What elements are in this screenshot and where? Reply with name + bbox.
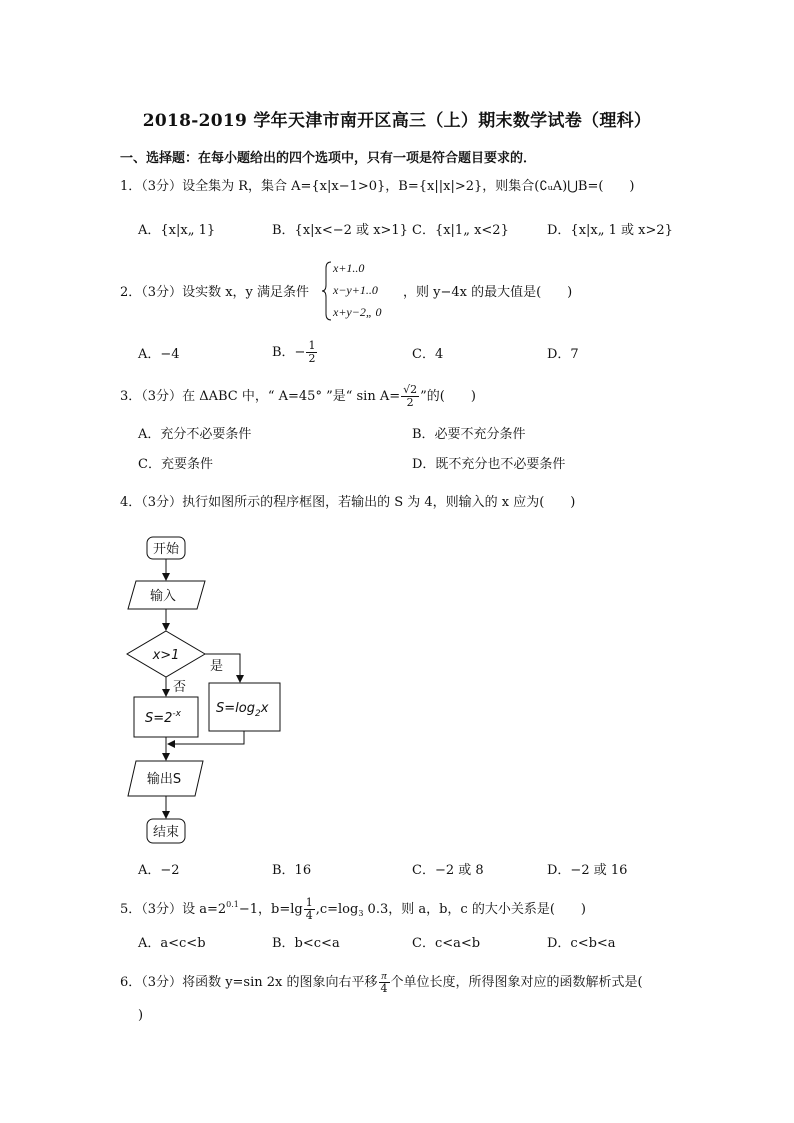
question-number: 2． — [120, 285, 142, 300]
page-title: 2018-2019 学年天津市南开区高三（上）期末数学试卷（理科） — [142, 111, 652, 131]
q2-option-a: A．−4 — [138, 347, 180, 362]
question-score: （3分） — [141, 975, 183, 990]
section-heading: 一、选择题：在每小题给出的四个选项中，只有一项是符合题目要求的． — [120, 151, 537, 166]
fraction: $\frac{\pi}{4}$ — [380, 970, 388, 995]
question-text: 执行如图所示的程序框图，若输出的 S 为 4，则输入的 x 应为( ) — [182, 495, 576, 510]
q4-option-a: A．−2 — [138, 863, 180, 878]
q4-option-c: C．−2 或 8 — [412, 863, 484, 878]
q5-option-a: A．a<c<b — [138, 936, 206, 951]
flowchart-output-label: 输出S — [146, 772, 182, 787]
question-number: 4． — [120, 495, 142, 510]
question-3: 3．（3分）在 ΔABC 中，“ A=45° ”是“ sin A= $\frac{√2}{2}$ ”的( ) — [120, 383, 476, 409]
q3-option-a: A．充分不必要条件 — [138, 427, 252, 442]
q3-option-b: B．必要不充分条件 — [412, 427, 526, 442]
constraint-1: x+1..0 — [333, 261, 365, 275]
question-number: 1． — [120, 179, 142, 194]
q2-option-d: D．7 — [547, 347, 579, 362]
flowchart-condition-label: x>1 — [152, 648, 180, 663]
question-score: （3分） — [141, 902, 183, 917]
question-number: 3． — [120, 389, 142, 404]
question-score: （3分） — [141, 285, 183, 300]
q5-option-c: C．c<a<b — [412, 936, 481, 951]
q5-option-b: B．b<c<a — [272, 936, 340, 951]
q5-option-d: D．c<b<a — [547, 936, 616, 951]
question-6-continuation: ) — [138, 1008, 144, 1023]
fraction: $\frac{1}{2}$ — [308, 339, 316, 365]
q2-option-b: B．− $\frac{1}{2}$ — [272, 339, 316, 365]
question-number: 5． — [120, 902, 142, 917]
flowchart-start-label: 开始 — [152, 542, 180, 557]
question-score: （3分） — [141, 389, 183, 404]
q2-option-c: C．4 — [412, 347, 444, 362]
flowchart-yes-box-label: $S=\log_2x$ — [216, 701, 269, 719]
flowchart-no-label: 否 — [173, 680, 187, 695]
constraint-3: x+y−2„ 0 — [333, 305, 382, 319]
question-score: （3分） — [141, 495, 183, 510]
flowchart-input-label: 输入 — [149, 589, 177, 604]
q3-option-d: D．既不充分也不必要条件 — [412, 457, 566, 472]
flowchart-no-box-label: $S=2^{-x}$ — [145, 709, 181, 726]
question-text: 设全集为 R，集合 A={x|x−1>0}，B={x||x|>2}，则集合(∁ᵤA)⋃B=( ) — [182, 179, 635, 194]
question-score: （3分） — [141, 179, 183, 194]
q4-option-b: B．16 — [272, 863, 312, 878]
q1-option-a: A．{x|x„ 1} — [138, 223, 216, 238]
question-number: 6． — [120, 975, 142, 990]
constraint-2: x−y+1..0 — [333, 283, 378, 297]
question-5: 5．（3分）设 $a=2^{0.1}-1$，b=lg $\frac{1}{4}$ $,c=\log_3$ 0.3，则 a，b，c 的大小关系是( ) — [120, 896, 586, 922]
fraction: $\frac{1}{4}$ — [305, 896, 313, 922]
flowchart-end-label: 结束 — [152, 825, 180, 840]
q1-option-c: C．{x|1„ x<2} — [412, 223, 509, 238]
q3-option-c: C．充要条件 — [138, 457, 213, 472]
q4-option-d: D．−2 或 16 — [547, 863, 628, 878]
question-6: 6．（3分）将函数 y=sin 2x 的图象向右平移 $\frac{\pi}{4}$ 个单位长度，所得图象对应的函数解析式是( — [120, 970, 643, 995]
q1-option-d: D．{x|x„ 1 或 x>2} — [547, 223, 673, 238]
question-2-tail: ，则 y−4x 的最大值是( ) — [403, 285, 573, 300]
q1-option-b: B．{x|x<−2 或 x>1} — [272, 223, 408, 238]
question-text: 设实数 x，y 满足条件 — [182, 285, 310, 300]
flowchart-yes-label: 是 — [210, 659, 224, 674]
fraction: $\frac{√2}{2}$ — [403, 383, 418, 409]
